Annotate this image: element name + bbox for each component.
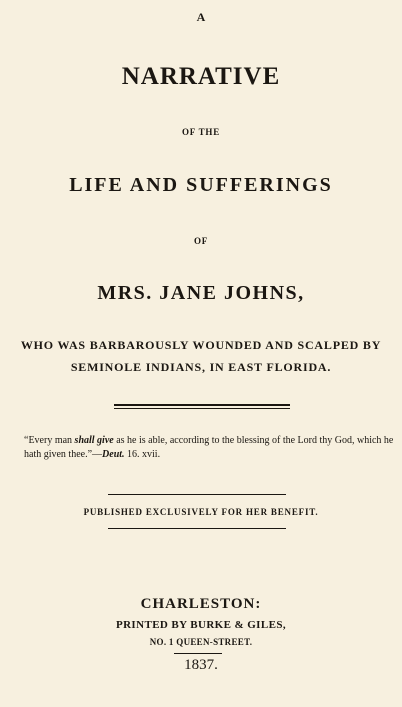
epigraph-text: hath given thee.”— xyxy=(24,449,103,460)
epigraph-source: Deut. xyxy=(102,449,125,460)
imprint-address: NO. 1 QUEEN-STREET. xyxy=(149,637,253,647)
title-life-and-sufferings: LIFE AND SUFFERINGS xyxy=(69,174,333,196)
title-article: A xyxy=(196,10,206,24)
epigraph xyxy=(24,434,394,462)
publication-year: 1837. xyxy=(184,657,218,673)
title-of: OF xyxy=(193,236,209,246)
subject-name: MRS. JANE JOHNS, xyxy=(97,282,305,304)
epigraph-emphasis: shall give xyxy=(74,435,114,446)
title-main: NARRATIVE xyxy=(121,63,281,90)
title-of-the: OF THE xyxy=(181,127,221,137)
description-line-1: WHO WAS BARBAROUSLY WOUNDED AND SCALPED BY xyxy=(20,338,382,352)
epigraph-reference: 16. xvii. xyxy=(124,449,161,460)
rule-above-notice xyxy=(108,494,286,495)
epigraph-text: “Every man xyxy=(24,435,75,446)
epigraph-line-2 xyxy=(24,448,394,462)
imprint-printer: PRINTED BY BURKE & GILES, xyxy=(115,619,287,631)
description-line-2: SEMINOLE INDIANS, IN EAST FLORIDA. xyxy=(70,360,332,374)
epigraph-line-1 xyxy=(24,434,394,448)
rule-below-notice xyxy=(108,528,286,529)
double-rule-top xyxy=(114,404,290,406)
imprint-place: CHARLESTON: xyxy=(140,596,262,612)
double-rule-bottom xyxy=(114,408,290,409)
rule-above-year xyxy=(174,653,222,654)
benefit-notice: PUBLISHED EXCLUSIVELY FOR HER BENEFIT. xyxy=(83,507,319,517)
epigraph-text: as he is able, according to the blessing of the Lord thy God, which he xyxy=(113,435,394,446)
